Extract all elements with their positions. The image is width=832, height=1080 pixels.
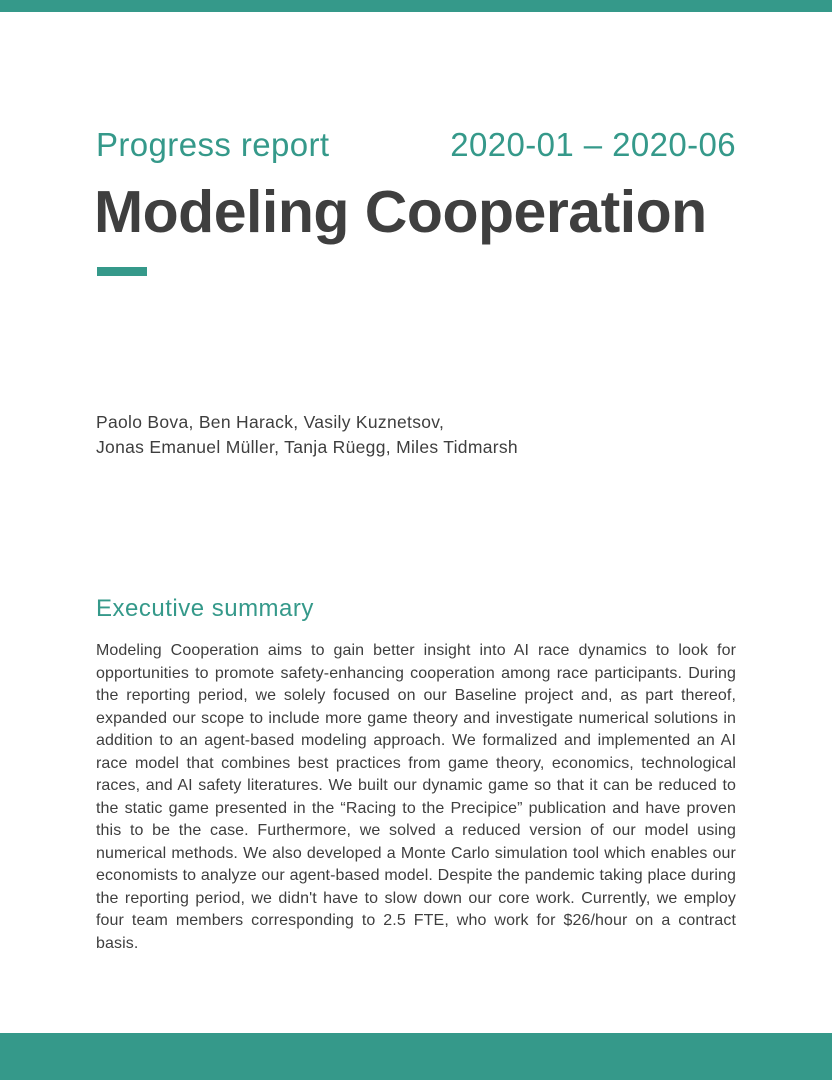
authors-line-2: Jonas Emanuel Müller, Tanja Rüegg, Miles Tidmarsh bbox=[96, 437, 518, 457]
document-title: Modeling Cooperation bbox=[94, 179, 707, 245]
report-type-label: Progress report bbox=[96, 126, 330, 163]
executive-summary-heading: Executive summary bbox=[96, 595, 314, 622]
title-underline-dash bbox=[97, 267, 147, 276]
authors-block bbox=[96, 410, 736, 460]
report-header-line bbox=[96, 126, 736, 164]
authors-line-1: Paolo Bova, Ben Harack, Vasily Kuznetsov, bbox=[96, 412, 445, 432]
executive-summary-paragraph: Modeling Cooperation aims to gain better insight into AI race dynamics to look for opportunities to promote safety-enhancing cooperation among race participants. During the reporting period, we solely focused on our Baseline project and, as part thereof, expanded our scope to include more game theory and investigate numerical solutions in addition to an agent-based modeling approach. We formalized and implemented an AI race model that combines best practices from game theory, economics, technological races, and AI safety literatures. We built our dynamic game so that it can be reduced to the static game presented in the “Racing to the Precipice” publication and have proven this to be the case. Furthermore, we solved a reduced version of our model using numerical methods. We also developed a Monte Carlo simulation tool which enables our economists to analyze our agent-based model. Despite the pandemic taking place during the reporting period, we didn't have to slow down our core work. Currently, we employ four team members corresponding to 2.5 FTE, who work for $26/hour on a contract basis. bbox=[96, 642, 736, 952]
bottom-accent-bar bbox=[0, 1033, 832, 1080]
report-period: 2020-01 – 2020-06 bbox=[450, 126, 736, 163]
top-accent-bar bbox=[0, 0, 832, 12]
